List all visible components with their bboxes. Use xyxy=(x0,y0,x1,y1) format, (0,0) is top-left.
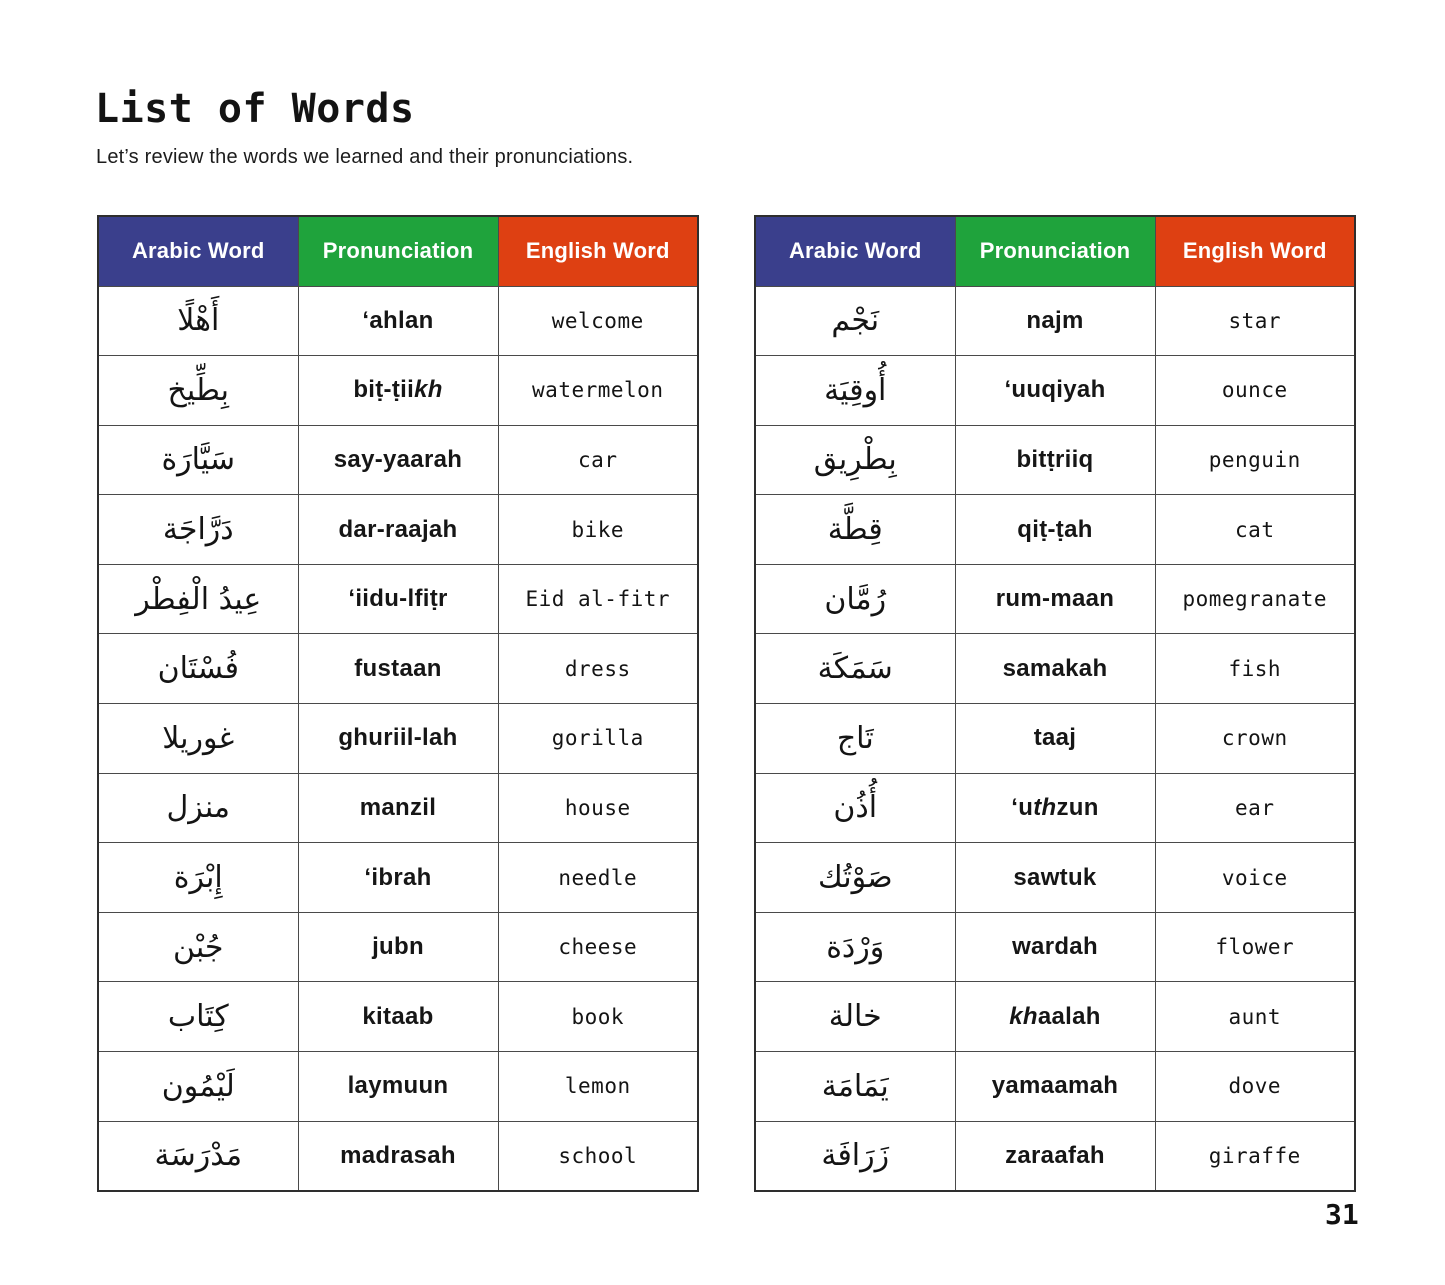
english-word-cell: car xyxy=(498,425,698,495)
table-row xyxy=(755,425,1355,495)
arabic-word-cell: لَيْمُون xyxy=(98,1052,298,1122)
table-row xyxy=(98,634,698,704)
pronunciation-cell: rum-maan xyxy=(955,564,1155,634)
english-word-cell: school xyxy=(498,1121,698,1191)
english-word-cell: penguin xyxy=(1155,425,1355,495)
arabic-word-cell: بِطِّيخ xyxy=(98,356,298,426)
pronunciation-cell: khaalah xyxy=(955,982,1155,1052)
english-word-cell: needle xyxy=(498,843,698,913)
english-word-cell: crown xyxy=(1155,704,1355,774)
pronunciation-cell: fustaan xyxy=(298,634,498,704)
table-row xyxy=(98,425,698,495)
pronunciation-cell: manzil xyxy=(298,773,498,843)
table-row xyxy=(755,843,1355,913)
pronunciation-cell: madrasah xyxy=(298,1121,498,1191)
pronunciation-cell: samakah xyxy=(955,634,1155,704)
pronunciation-cell: ‘iidu-lfiṭr xyxy=(298,564,498,634)
table-row xyxy=(755,286,1355,356)
pronunciation-header: Pronunciation xyxy=(955,216,1155,286)
pronunciation-cell: qiṭ-ṭah xyxy=(955,495,1155,565)
page-subtitle: Let’s review the words we learned and their pronunciations. xyxy=(96,146,634,168)
english-word-cell: dress xyxy=(498,634,698,704)
english-word-cell: ear xyxy=(1155,773,1355,843)
pronunciation-cell: dar-raajah xyxy=(298,495,498,565)
english-word-cell: watermelon xyxy=(498,356,698,426)
english-word-cell: pomegranate xyxy=(1155,564,1355,634)
arabic-word-cell: قِطَّة xyxy=(755,495,955,565)
pronunciation-cell: zaraafah xyxy=(955,1121,1155,1191)
english-word-cell: bike xyxy=(498,495,698,565)
arabic-word-cell: أَهْلًا xyxy=(98,286,298,356)
english-word-cell: ounce xyxy=(1155,356,1355,426)
word-table-right xyxy=(754,215,1356,1192)
english-word-cell: star xyxy=(1155,286,1355,356)
english-word-cell: cat xyxy=(1155,495,1355,565)
pronunciation-cell: bitṭriiq xyxy=(955,425,1155,495)
arabic-word-cell: نَجْم xyxy=(755,286,955,356)
table-body-left xyxy=(98,286,698,1191)
pronunciation-cell: najm xyxy=(955,286,1155,356)
pronunciation-cell: ‘ibrah xyxy=(298,843,498,913)
table-row xyxy=(98,982,698,1052)
arabic-word-cell: وَرْدَة xyxy=(755,912,955,982)
english-word-cell: cheese xyxy=(498,912,698,982)
table-body-right xyxy=(755,286,1355,1191)
table-row xyxy=(98,564,698,634)
english-word-cell: book xyxy=(498,982,698,1052)
arabic-word-cell: يَمَامَة xyxy=(755,1052,955,1122)
arabic-word-cell: أُوقِيَة xyxy=(755,356,955,426)
arabic-word-cell: كِتَاب xyxy=(98,982,298,1052)
arabic-word-cell: رُمَّان xyxy=(755,564,955,634)
table-row xyxy=(98,704,698,774)
table-row xyxy=(98,1052,698,1122)
english-word-cell: flower xyxy=(1155,912,1355,982)
pronunciation-cell: taaj xyxy=(955,704,1155,774)
table-row xyxy=(98,356,698,426)
arabic-word-cell: فُسْتَان xyxy=(98,634,298,704)
table-row xyxy=(755,495,1355,565)
table-row xyxy=(98,843,698,913)
english-word-header: English Word xyxy=(498,216,698,286)
arabic-word-cell: تَاج xyxy=(755,704,955,774)
arabic-word-cell: بِطْرِيق xyxy=(755,425,955,495)
arabic-word-cell: إِبْرَة xyxy=(98,843,298,913)
table-row xyxy=(755,356,1355,426)
english-word-cell: giraffe xyxy=(1155,1121,1355,1191)
arabic-word-cell: سَمَكَة xyxy=(755,634,955,704)
pronunciation-cell: ghuriil-lah xyxy=(298,704,498,774)
arabic-word-header: Arabic Word xyxy=(98,216,298,286)
english-word-cell: welcome xyxy=(498,286,698,356)
pronunciation-cell: ‘ahlan xyxy=(298,286,498,356)
english-word-cell: house xyxy=(498,773,698,843)
table-row xyxy=(98,912,698,982)
pronunciation-cell: say-yaarah xyxy=(298,425,498,495)
table-row xyxy=(755,912,1355,982)
pronunciation-cell: kitaab xyxy=(298,982,498,1052)
page-title: List of Words xyxy=(95,86,415,132)
pronunciation-cell: sawtuk xyxy=(955,843,1155,913)
arabic-word-header: Arabic Word xyxy=(755,216,955,286)
arabic-word-cell: دَرَّاجَة xyxy=(98,495,298,565)
pronunciation-cell: ‘uuqiyah xyxy=(955,356,1155,426)
table-row xyxy=(98,773,698,843)
word-table-left xyxy=(97,215,699,1192)
arabic-word-cell: جُبْن xyxy=(98,912,298,982)
arabic-word-cell: منزل xyxy=(98,773,298,843)
table-header-row xyxy=(98,216,698,286)
arabic-word-cell: زَرَافَة xyxy=(755,1121,955,1191)
english-word-cell: lemon xyxy=(498,1052,698,1122)
arabic-word-cell: صَوْتُك xyxy=(755,843,955,913)
pronunciation-cell: jubn xyxy=(298,912,498,982)
pronunciation-header: Pronunciation xyxy=(298,216,498,286)
english-word-cell: dove xyxy=(1155,1052,1355,1122)
table-row xyxy=(98,286,698,356)
arabic-word-cell: أُذُن xyxy=(755,773,955,843)
english-word-header: English Word xyxy=(1155,216,1355,286)
pronunciation-cell: wardah xyxy=(955,912,1155,982)
english-word-cell: fish xyxy=(1155,634,1355,704)
arabic-word-cell: غوريلا xyxy=(98,704,298,774)
table-row xyxy=(755,1121,1355,1191)
arabic-word-cell: سَيَّارَة xyxy=(98,425,298,495)
table-row xyxy=(755,634,1355,704)
pronunciation-cell: yamaamah xyxy=(955,1052,1155,1122)
english-word-cell: voice xyxy=(1155,843,1355,913)
arabic-word-cell: مَدْرَسَة xyxy=(98,1121,298,1191)
english-word-cell: aunt xyxy=(1155,982,1355,1052)
pronunciation-cell: ‘uthzun xyxy=(955,773,1155,843)
table-row xyxy=(755,982,1355,1052)
table-header-row xyxy=(755,216,1355,286)
table-row xyxy=(755,1052,1355,1122)
arabic-word-cell: خالة xyxy=(755,982,955,1052)
pronunciation-cell: biṭ-ṭiikh xyxy=(298,356,498,426)
table-row xyxy=(98,1121,698,1191)
table-row xyxy=(755,564,1355,634)
arabic-word-cell: عِيدُ الْفِطْر xyxy=(98,564,298,634)
english-word-cell: gorilla xyxy=(498,704,698,774)
table-row xyxy=(755,773,1355,843)
word-tables xyxy=(97,215,1356,1192)
pronunciation-cell: laymuun xyxy=(298,1052,498,1122)
page-number: 31 xyxy=(1325,1198,1359,1231)
table-row xyxy=(755,704,1355,774)
table-row xyxy=(98,495,698,565)
english-word-cell: Eid al-fitr xyxy=(498,564,698,634)
